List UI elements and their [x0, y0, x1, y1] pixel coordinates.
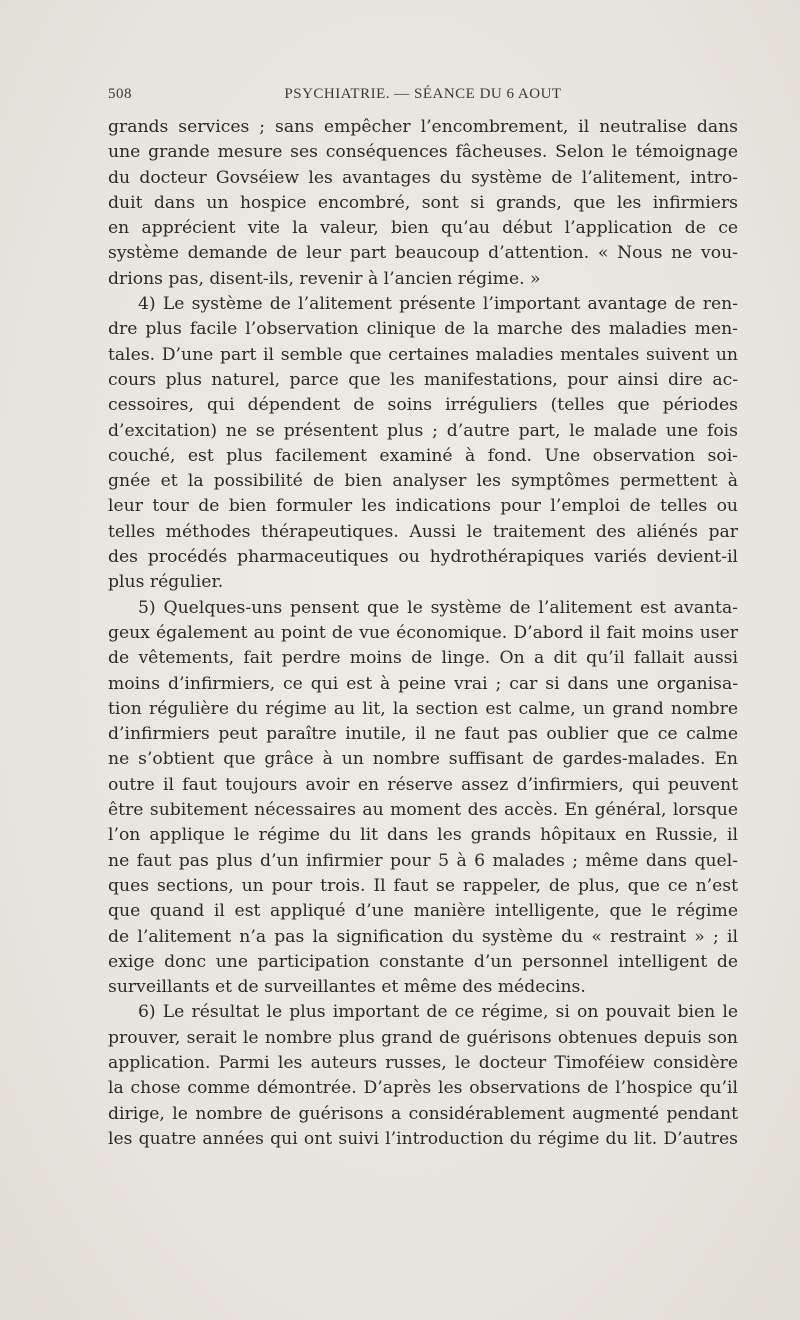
text-line: cessoires, qui dépendent de soins irréguliers (telles que périodes — [108, 395, 738, 416]
text-body — [108, 115, 738, 1152]
text-line: gnée et la possibilité de bien analyser les symptômes permettent à — [108, 471, 738, 492]
text-line: couché, est plus facilement examiné à fond. Une observation soi- — [108, 445, 738, 466]
text-line: surveillants et de surveillantes et même des médecins. — [108, 977, 586, 998]
text-line: geux également au point de vue économique. D’abord il fait moins user — [108, 622, 738, 643]
text-line: l’on applique le régime du lit dans les grands hôpitaux en Russie, il — [108, 825, 738, 846]
text-line: telles méthodes thérapeutiques. Aussi le traitement des aliénés par — [108, 521, 738, 542]
text-line: outre il faut toujours avoir en réserve assez d’infirmiers, qui peuvent — [108, 774, 738, 795]
text-line: une grande mesure ses conséquences fâcheuses. Selon le témoignage — [108, 142, 738, 163]
text-line: moins d’infirmiers, ce qui est à peine vrai ; car si dans une organisa- — [108, 673, 738, 694]
text-line: de vêtements, fait perdre moins de linge. On a dit qu’il fallait aussi — [108, 648, 738, 669]
text-line: exige donc une participation constante d’un personnel intelligent de — [108, 951, 738, 972]
text-line: des procédés pharmaceutiques ou hydrothérapiques variés devient-il — [108, 547, 738, 568]
text-line: 5) Quelques-uns pensent que le système de l’alitement est avanta- — [138, 597, 738, 618]
text-line: 4) Le système de l’alitement présente l’important avantage de ren- — [138, 294, 738, 315]
text-line: ne s’obtient que grâce à un nombre suffisant de gardes-malades. En — [108, 749, 738, 770]
text-line: que quand il est appliqué d’une manière intelligente, que le régime — [108, 901, 738, 922]
text-line: en apprécient vite la valeur, bien qu’au début l’application de ce — [108, 218, 738, 239]
running-head — [108, 86, 738, 108]
text-line: du docteur Govséiew les avantages du système de l’alitement, intro- — [108, 167, 738, 188]
running-title: PSYCHIATRIE. — SÉANCE DU 6 AOUT — [284, 86, 562, 102]
text-line: grands services ; sans empêcher l’encombrement, il neutralise dans — [108, 117, 738, 137]
text-line: 6) Le résultat le plus important de ce régime, si on pouvait bien le — [138, 1002, 738, 1023]
text-line: drions pas, disent-ils, revenir à l’ancien régime. » — [108, 268, 541, 289]
text-line: d’excitation) ne se présentent plus ; d’autre part, le malade une fois — [108, 420, 738, 441]
text-line: dre plus facile l’observation clinique de la marche des maladies men- — [108, 319, 738, 340]
text-line: application. Parmi les auteurs russes, le docteur Timoféiew considère — [108, 1052, 738, 1073]
text-line: tion régulière du régime au lit, la section est calme, un grand nombre — [108, 698, 738, 719]
text-line: duit dans un hospice encombré, sont si grands, que les infirmiers — [108, 192, 738, 213]
text-line: cours plus naturel, parce que les manifestations, pour ainsi dire ac- — [108, 369, 738, 390]
text-line: dirige, le nombre de guérisons a considérablement augmenté pendant — [108, 1103, 738, 1124]
text-line: de l’alitement n’a pas la signification du système du « restraint » ; il — [108, 926, 738, 947]
text-line: ques sections, un pour trois. Il faut se rappeler, de plus, que ce n’est — [108, 875, 738, 896]
page-number: 508 — [108, 86, 132, 102]
text-line: les quatre années qui ont suivi l’introduction du régime du lit. D’autres — [108, 1128, 738, 1149]
text-line: leur tour de bien formuler les indications pour l’emploi de telles ou — [108, 496, 738, 517]
text-line: plus régulier. — [108, 572, 224, 593]
text-line: d’infirmiers peut paraître inutile, il ne faut pas oublier que ce calme — [108, 724, 738, 745]
text-line: tales. D’une part il semble que certaines maladies mentales suivent un — [108, 344, 738, 365]
text-line: être subitement nécessaires au moment des accès. En général, lorsque — [108, 800, 738, 821]
text-line: système demande de leur part beaucoup d’attention. « Nous ne vou- — [108, 243, 738, 264]
text-line: prouver, serait le nombre plus grand de guérisons obtenues depuis son — [108, 1027, 738, 1048]
text-line: la chose comme démontrée. D’après les observations de l’hospice qu’il — [108, 1078, 738, 1099]
text-line: ne faut pas plus d’un infirmier pour 5 à 6 malades ; même dans quel- — [108, 850, 738, 871]
